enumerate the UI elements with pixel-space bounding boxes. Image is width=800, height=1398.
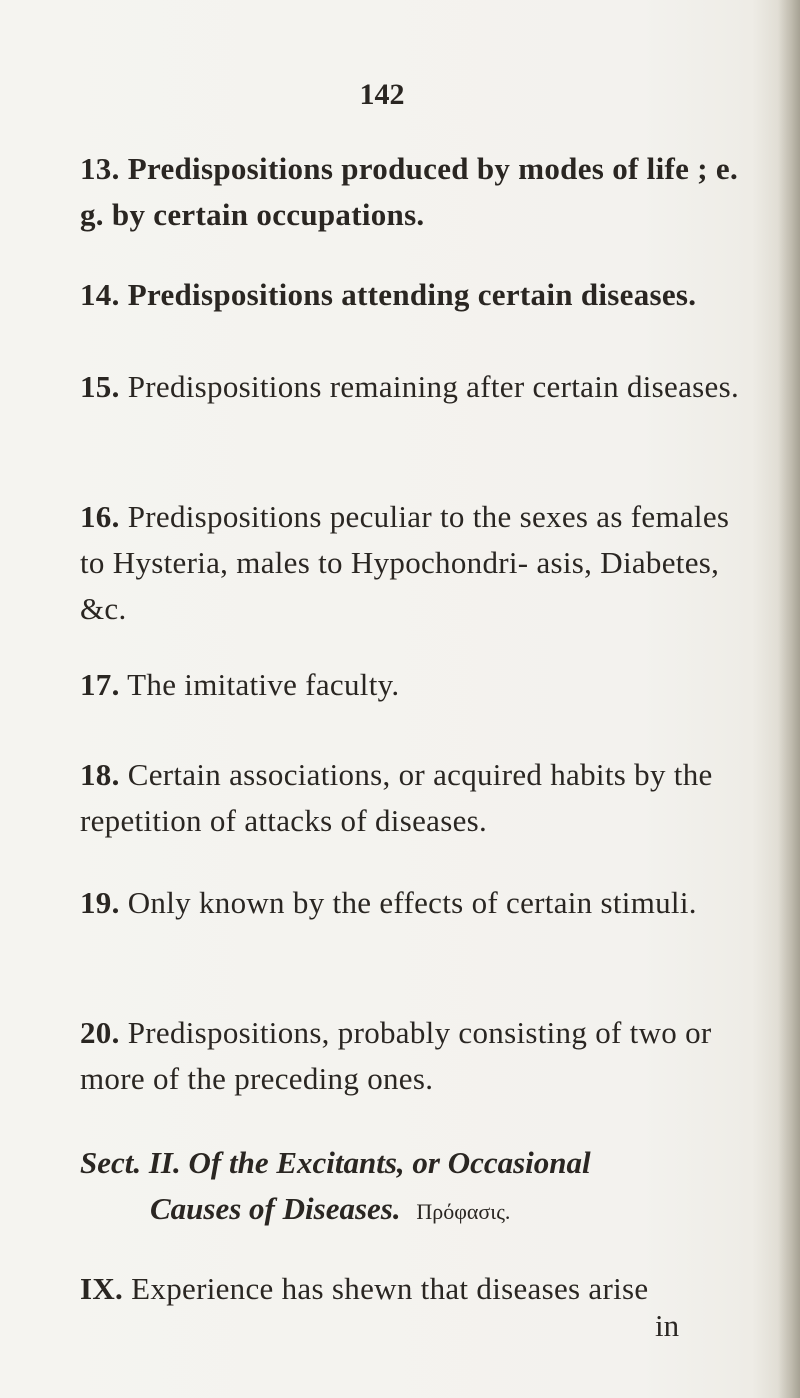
page-edge-shadow [778, 0, 800, 1398]
paragraph-15 [50, 364, 750, 410]
paragraph-number: 15. [80, 369, 120, 404]
catchword: in [655, 1308, 680, 1343]
paragraph-17 [50, 662, 750, 708]
paragraph-20 [50, 1010, 750, 1102]
paragraph-14 [50, 272, 750, 318]
paragraph-ix [50, 1266, 750, 1312]
section-title-line1: Of the Excitants, or Occasional [188, 1145, 591, 1180]
paragraph-number: 17. [80, 667, 120, 702]
paragraph-text: Predispositions remaining after certain diseases. [127, 369, 740, 404]
paragraph-text: Certain associations, or acquired habits by the repetition of attacks of diseases. [80, 757, 713, 838]
section-title-line2: Causes of Diseases. [150, 1191, 401, 1226]
paragraph-number: 18. [80, 757, 120, 792]
paragraph-number: 19. [80, 885, 120, 920]
section-label: Sect. II. [80, 1145, 181, 1180]
greek-term: Πρόφασις. [416, 1199, 511, 1224]
paragraph-text: The imitative faculty. [127, 667, 400, 702]
paragraph-text: Experience has shewn that diseases arise [131, 1271, 649, 1306]
paragraph-13 [50, 146, 750, 238]
paragraph-number: 13. [80, 151, 120, 186]
page-number: 142 [359, 78, 405, 111]
paragraph-text: Predispositions attending certain diseases. [127, 277, 697, 312]
paragraph-19 [50, 880, 750, 926]
paragraph-number: 20. [80, 1015, 120, 1050]
paragraph-16 [50, 494, 750, 632]
paragraph-text: Predispositions peculiar to the sexes as females to Hysteria, males to Hypochondri- asis, Diabetes, &c. [80, 499, 730, 626]
paragraph-text: Predispositions, probably consisting of two or more of the preceding ones. [80, 1015, 712, 1096]
paragraph-number: 14. [80, 277, 120, 312]
paragraph-number: 16. [80, 499, 120, 534]
paragraph-text: Predispositions produced by modes of life ; e. g. by certain occupations. [80, 151, 739, 232]
section-heading [50, 1140, 750, 1235]
paragraph-18 [50, 752, 750, 844]
paragraph-text: Only known by the effects of certain stimuli. [127, 885, 697, 920]
paragraph-number: IX. [80, 1271, 124, 1306]
